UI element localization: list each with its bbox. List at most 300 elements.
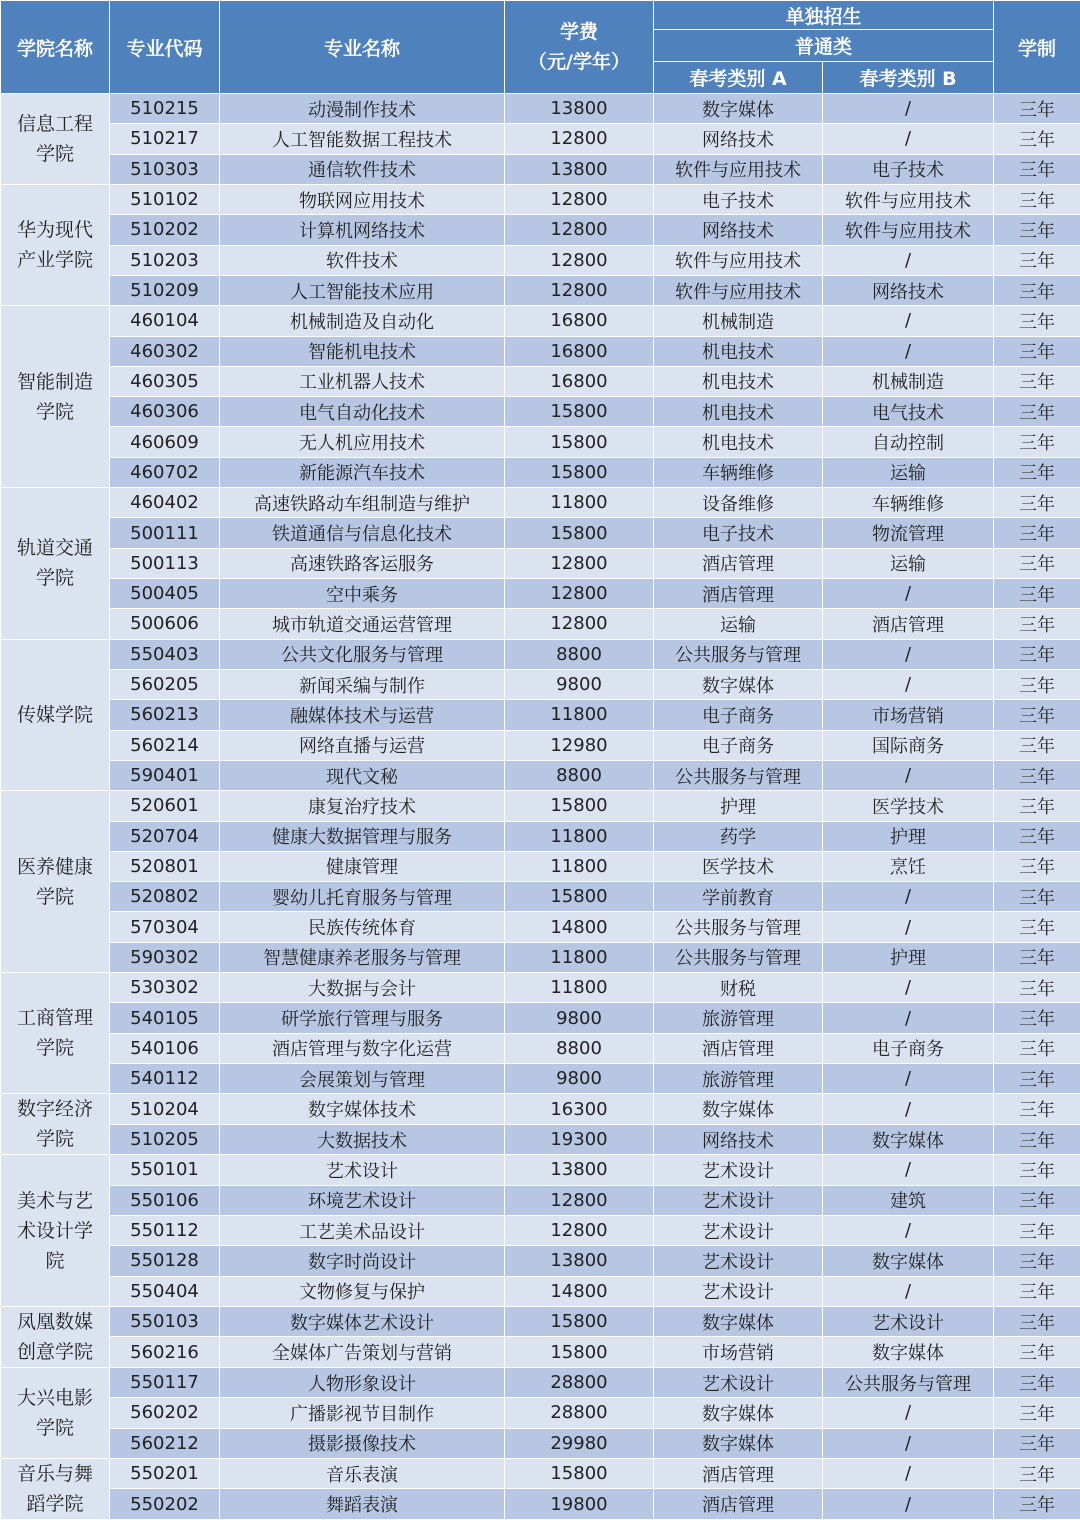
- fee-cell: 19800: [505, 1489, 654, 1520]
- duration-cell: 三年: [994, 275, 1080, 305]
- code-cell: 550128: [110, 1246, 220, 1276]
- code-cell: 560213: [110, 700, 220, 730]
- code-cell: 460302: [110, 336, 220, 366]
- table-row: [1, 94, 1080, 124]
- major-cell: 酒店管理与数字化运营: [220, 1033, 505, 1063]
- major-cell: 动漫制作技术: [220, 94, 505, 124]
- cat-a-cell: 酒店管理: [654, 579, 823, 609]
- college-name-line: 华为现代: [16, 219, 93, 242]
- college-name-line: 大兴电影: [16, 1386, 93, 1409]
- college-name-cell: [1, 1155, 110, 1307]
- code-cell: 510205: [110, 1124, 220, 1155]
- cat-a-cell: 机电技术: [654, 366, 823, 396]
- table-row: [1, 1094, 1080, 1125]
- college-name-line: 信息工程: [16, 112, 93, 135]
- header-fee-line1: 学费: [559, 21, 598, 43]
- major-cell: 新闻采编与制作: [220, 669, 505, 699]
- cat-a-cell: 护理: [654, 791, 823, 821]
- major-cell: 公共文化服务与管理: [220, 639, 505, 669]
- cat-a-cell: 车辆维修: [654, 457, 823, 487]
- major-cell: 软件技术: [220, 245, 505, 275]
- duration-cell: 三年: [994, 1064, 1080, 1094]
- header-cat-b: 春考类别 B: [823, 62, 994, 94]
- major-cell: 物联网应用技术: [220, 184, 505, 214]
- college-name-line: 智能制造: [16, 370, 93, 393]
- code-cell: 550112: [110, 1215, 220, 1245]
- cat-b-cell: 自动控制: [823, 427, 994, 457]
- duration-cell: 三年: [994, 1428, 1080, 1458]
- table-row: [1, 427, 1080, 457]
- fee-cell: 9800: [505, 669, 654, 699]
- duration-cell: 三年: [994, 760, 1080, 790]
- cat-b-cell: /: [823, 973, 994, 1003]
- major-cell: 空中乘务: [220, 579, 505, 609]
- major-cell: 城市轨道交通运营管理: [220, 609, 505, 639]
- major-cell: 数字媒体艺术设计: [220, 1306, 505, 1337]
- college-name-line: 凤凰数媒: [16, 1310, 93, 1333]
- fee-cell: 11800: [505, 821, 654, 851]
- major-cell: 全媒体广告策划与营销: [220, 1337, 505, 1368]
- header-fee-line2: （元/学年）: [528, 51, 630, 73]
- fee-cell: 16300: [505, 1094, 654, 1125]
- duration-cell: 三年: [994, 791, 1080, 821]
- cat-a-cell: 软件与应用技术: [654, 154, 823, 184]
- table-row: [1, 1428, 1080, 1458]
- cat-a-cell: 艺术设计: [654, 1185, 823, 1215]
- table-row: [1, 791, 1080, 821]
- cat-a-cell: 艺术设计: [654, 1246, 823, 1276]
- college-name-line: 传媒学院: [16, 703, 93, 726]
- code-cell: 520704: [110, 821, 220, 851]
- table-row: [1, 851, 1080, 881]
- cat-b-cell: /: [823, 1094, 994, 1125]
- code-cell: 590401: [110, 760, 220, 790]
- cat-b-cell: 物流管理: [823, 518, 994, 548]
- cat-a-cell: 数字媒体: [654, 669, 823, 699]
- table-row: [1, 1489, 1080, 1520]
- code-cell: 510204: [110, 1094, 220, 1125]
- cat-a-cell: 艺术设计: [654, 1367, 823, 1397]
- college-name-line: 医养健康: [16, 855, 93, 878]
- cat-b-cell: 软件与应用技术: [823, 215, 994, 245]
- table-body: [1, 94, 1080, 1520]
- code-cell: 530302: [110, 973, 220, 1003]
- table-row: [1, 821, 1080, 851]
- duration-cell: 三年: [994, 1398, 1080, 1428]
- cat-b-cell: 酒店管理: [823, 609, 994, 639]
- duration-cell: 三年: [994, 397, 1080, 427]
- college-name-line: 学院: [35, 567, 74, 590]
- header-major: 专业名称: [220, 1, 505, 94]
- table-row: [1, 1337, 1080, 1368]
- code-cell: 520801: [110, 851, 220, 881]
- duration-cell: 三年: [994, 427, 1080, 457]
- cat-b-cell: 电气技术: [823, 397, 994, 427]
- cat-a-cell: 电子商务: [654, 730, 823, 760]
- cat-a-cell: 公共服务与管理: [654, 942, 823, 972]
- major-cell: 音乐表演: [220, 1458, 505, 1489]
- fee-cell: 16800: [505, 366, 654, 396]
- cat-b-cell: /: [823, 124, 994, 154]
- duration-cell: 三年: [994, 548, 1080, 578]
- cat-b-cell: /: [823, 1458, 994, 1489]
- fee-cell: 16800: [505, 306, 654, 336]
- college-name-line: 美术与艺: [16, 1189, 93, 1212]
- cat-a-cell: 艺术设计: [654, 1276, 823, 1306]
- cat-b-cell: /: [823, 245, 994, 275]
- cat-a-cell: 旅游管理: [654, 1003, 823, 1033]
- cat-a-cell: 旅游管理: [654, 1064, 823, 1094]
- cat-b-cell: /: [823, 639, 994, 669]
- duration-cell: 三年: [994, 639, 1080, 669]
- duration-cell: 三年: [994, 1458, 1080, 1489]
- major-cell: 无人机应用技术: [220, 427, 505, 457]
- fee-cell: 19300: [505, 1124, 654, 1155]
- table-row: [1, 366, 1080, 396]
- code-cell: 560202: [110, 1398, 220, 1428]
- cat-b-cell: 车辆维修: [823, 488, 994, 518]
- code-cell: 460702: [110, 457, 220, 487]
- table-row: [1, 1367, 1080, 1397]
- major-cell: 融媒体技术与运营: [220, 700, 505, 730]
- duration-cell: 三年: [994, 973, 1080, 1003]
- code-cell: 550403: [110, 639, 220, 669]
- code-cell: 550117: [110, 1367, 220, 1397]
- header-fee: [505, 1, 654, 94]
- table-row: [1, 306, 1080, 336]
- cat-b-cell: /: [823, 1428, 994, 1458]
- cat-a-cell: 艺术设计: [654, 1215, 823, 1245]
- duration-cell: 三年: [994, 1246, 1080, 1276]
- table-row: [1, 397, 1080, 427]
- fee-cell: 15800: [505, 1337, 654, 1368]
- table-row: [1, 1155, 1080, 1185]
- cat-a-cell: 运输: [654, 609, 823, 639]
- code-cell: 570304: [110, 912, 220, 942]
- major-cell: 新能源汽车技术: [220, 457, 505, 487]
- code-cell: 540105: [110, 1003, 220, 1033]
- cat-b-cell: 机械制造: [823, 366, 994, 396]
- duration-cell: 三年: [994, 730, 1080, 760]
- fee-cell: 13800: [505, 1246, 654, 1276]
- code-cell: 500405: [110, 579, 220, 609]
- cat-a-cell: 机电技术: [654, 397, 823, 427]
- duration-cell: 三年: [994, 579, 1080, 609]
- cat-b-cell: 运输: [823, 548, 994, 578]
- duration-cell: 三年: [994, 669, 1080, 699]
- table-row: [1, 1398, 1080, 1428]
- fee-cell: 29980: [505, 1428, 654, 1458]
- cat-a-cell: 数字媒体: [654, 1398, 823, 1428]
- fee-cell: 14800: [505, 1276, 654, 1306]
- table-row: [1, 1064, 1080, 1094]
- college-name-line: 学院: [35, 1416, 74, 1439]
- cat-b-cell: /: [823, 336, 994, 366]
- code-cell: 560216: [110, 1337, 220, 1368]
- code-cell: 510202: [110, 215, 220, 245]
- table-row: [1, 1003, 1080, 1033]
- cat-b-cell: /: [823, 882, 994, 912]
- code-cell: 560205: [110, 669, 220, 699]
- cat-a-cell: 机电技术: [654, 427, 823, 457]
- fee-cell: 14800: [505, 912, 654, 942]
- cat-a-cell: 公共服务与管理: [654, 912, 823, 942]
- cat-b-cell: /: [823, 94, 994, 124]
- college-name-cell: [1, 791, 110, 973]
- fee-cell: 8800: [505, 639, 654, 669]
- fee-cell: 16800: [505, 336, 654, 366]
- fee-cell: 12800: [505, 184, 654, 214]
- duration-cell: 三年: [994, 1215, 1080, 1245]
- major-cell: 民族传统体育: [220, 912, 505, 942]
- table-row: [1, 124, 1080, 154]
- table-row: [1, 700, 1080, 730]
- fee-cell: 8800: [505, 1033, 654, 1063]
- college-name-line: 术设计学: [16, 1219, 93, 1242]
- major-cell: 艺术设计: [220, 1155, 505, 1185]
- major-cell: 会展策划与管理: [220, 1064, 505, 1094]
- cat-a-cell: 酒店管理: [654, 1458, 823, 1489]
- college-name-line: 音乐与舞: [16, 1462, 93, 1485]
- cat-b-cell: 软件与应用技术: [823, 184, 994, 214]
- major-cell: 智能机电技术: [220, 336, 505, 366]
- duration-cell: 三年: [994, 1306, 1080, 1337]
- code-cell: 460104: [110, 306, 220, 336]
- duration-cell: 三年: [994, 1094, 1080, 1125]
- header-group-mid: 普通类: [654, 30, 994, 62]
- cat-b-cell: /: [823, 1155, 994, 1185]
- table-row: [1, 882, 1080, 912]
- code-cell: 550202: [110, 1489, 220, 1520]
- code-cell: 500111: [110, 518, 220, 548]
- major-cell: 计算机网络技术: [220, 215, 505, 245]
- duration-cell: 三年: [994, 1185, 1080, 1215]
- code-cell: 520601: [110, 791, 220, 821]
- fee-cell: 15800: [505, 518, 654, 548]
- table-row: [1, 245, 1080, 275]
- fee-cell: 12800: [505, 609, 654, 639]
- major-cell: 电气自动化技术: [220, 397, 505, 427]
- cat-b-cell: 运输: [823, 457, 994, 487]
- cat-b-cell: 艺术设计: [823, 1306, 994, 1337]
- table-row: [1, 730, 1080, 760]
- header-group-top: 单独招生: [654, 1, 994, 30]
- cat-b-cell: 护理: [823, 942, 994, 972]
- table-row: [1, 215, 1080, 245]
- major-cell: 文物修复与保护: [220, 1276, 505, 1306]
- college-name-cell: [1, 306, 110, 488]
- cat-a-cell: 数字媒体: [654, 1094, 823, 1125]
- table-row: [1, 1185, 1080, 1215]
- major-cell: 数字时尚设计: [220, 1246, 505, 1276]
- fee-cell: 11800: [505, 488, 654, 518]
- code-cell: 540112: [110, 1064, 220, 1094]
- code-cell: 560214: [110, 730, 220, 760]
- cat-a-cell: 医学技术: [654, 851, 823, 881]
- fee-cell: 11800: [505, 700, 654, 730]
- duration-cell: 三年: [994, 1276, 1080, 1306]
- fee-cell: 11800: [505, 942, 654, 972]
- fee-cell: 8800: [505, 760, 654, 790]
- cat-a-cell: 电子技术: [654, 184, 823, 214]
- cat-a-cell: 软件与应用技术: [654, 275, 823, 305]
- table-row: [1, 1458, 1080, 1489]
- cat-b-cell: 国际商务: [823, 730, 994, 760]
- cat-b-cell: 建筑: [823, 1185, 994, 1215]
- fee-cell: 12800: [505, 548, 654, 578]
- code-cell: 550106: [110, 1185, 220, 1215]
- code-cell: 560212: [110, 1428, 220, 1458]
- fee-cell: 15800: [505, 882, 654, 912]
- table-row: [1, 973, 1080, 1003]
- major-cell: 高速铁路动车组制造与维护: [220, 488, 505, 518]
- code-cell: 550201: [110, 1458, 220, 1489]
- table-row: [1, 1215, 1080, 1245]
- duration-cell: 三年: [994, 124, 1080, 154]
- major-cell: 环境艺术设计: [220, 1185, 505, 1215]
- cat-b-cell: /: [823, 912, 994, 942]
- cat-a-cell: 电子商务: [654, 700, 823, 730]
- cat-b-cell: /: [823, 669, 994, 699]
- college-name-line: 学院: [35, 400, 74, 423]
- duration-cell: 三年: [994, 518, 1080, 548]
- cat-b-cell: 数字媒体: [823, 1337, 994, 1368]
- college-name-line: 产业学院: [16, 249, 93, 272]
- cat-b-cell: /: [823, 579, 994, 609]
- cat-a-cell: 数字媒体: [654, 1306, 823, 1337]
- cat-a-cell: 网络技术: [654, 1124, 823, 1155]
- table-row: [1, 609, 1080, 639]
- cat-b-cell: /: [823, 1003, 994, 1033]
- college-name-line: 工商管理: [16, 1007, 93, 1030]
- fee-cell: 12800: [505, 124, 654, 154]
- duration-cell: 三年: [994, 1124, 1080, 1155]
- duration-cell: 三年: [994, 488, 1080, 518]
- table-row: [1, 154, 1080, 184]
- code-cell: 460306: [110, 397, 220, 427]
- major-cell: 摄影摄像技术: [220, 1428, 505, 1458]
- major-cell: 舞蹈表演: [220, 1489, 505, 1520]
- cat-b-cell: /: [823, 1064, 994, 1094]
- college-name-cell: [1, 488, 110, 640]
- major-cell: 人工智能数据工程技术: [220, 124, 505, 154]
- cat-b-cell: /: [823, 1489, 994, 1520]
- cat-a-cell: 数字媒体: [654, 1428, 823, 1458]
- table-row: [1, 942, 1080, 972]
- code-cell: 510217: [110, 124, 220, 154]
- fee-cell: 12800: [505, 579, 654, 609]
- cat-a-cell: 网络技术: [654, 124, 823, 154]
- cat-b-cell: /: [823, 306, 994, 336]
- table-row: [1, 579, 1080, 609]
- table-row: [1, 457, 1080, 487]
- college-name-cell: [1, 184, 110, 305]
- cat-b-cell: /: [823, 1398, 994, 1428]
- table-header: [1, 1, 1080, 94]
- fee-cell: 12800: [505, 215, 654, 245]
- duration-cell: 三年: [994, 245, 1080, 275]
- major-cell: 大数据与会计: [220, 973, 505, 1003]
- major-cell: 研学旅行管理与服务: [220, 1003, 505, 1033]
- table-row: [1, 1033, 1080, 1063]
- cat-b-cell: 公共服务与管理: [823, 1367, 994, 1397]
- duration-cell: 三年: [994, 1003, 1080, 1033]
- major-cell: 婴幼儿托育服务与管理: [220, 882, 505, 912]
- major-cell: 健康管理: [220, 851, 505, 881]
- major-cell: 机械制造及自动化: [220, 306, 505, 336]
- cat-a-cell: 药学: [654, 821, 823, 851]
- duration-cell: 三年: [994, 1155, 1080, 1185]
- table-row: [1, 488, 1080, 518]
- cat-a-cell: 公共服务与管理: [654, 760, 823, 790]
- cat-a-cell: 酒店管理: [654, 1033, 823, 1063]
- duration-cell: 三年: [994, 336, 1080, 366]
- college-name-line: 轨道交通: [16, 537, 93, 560]
- duration-cell: 三年: [994, 184, 1080, 214]
- fee-cell: 12800: [505, 1185, 654, 1215]
- fee-cell: 15800: [505, 1306, 654, 1337]
- cat-a-cell: 酒店管理: [654, 1489, 823, 1520]
- code-cell: 510209: [110, 275, 220, 305]
- duration-cell: 三年: [994, 215, 1080, 245]
- fee-cell: 12980: [505, 730, 654, 760]
- major-cell: 高速铁路客运服务: [220, 548, 505, 578]
- table-row: [1, 518, 1080, 548]
- college-name-line: 蹈学院: [26, 1492, 84, 1515]
- table-row: [1, 1306, 1080, 1337]
- major-cell: 大数据技术: [220, 1124, 505, 1155]
- fee-cell: 15800: [505, 427, 654, 457]
- major-cell: 康复治疗技术: [220, 791, 505, 821]
- table-row: [1, 336, 1080, 366]
- fee-cell: 28800: [505, 1398, 654, 1428]
- cat-a-cell: 电子技术: [654, 518, 823, 548]
- header-cat-a: 春考类别 A: [654, 62, 823, 94]
- college-name-cell: [1, 1306, 110, 1367]
- cat-a-cell: 酒店管理: [654, 548, 823, 578]
- table-row: [1, 912, 1080, 942]
- major-cell: 铁道通信与信息化技术: [220, 518, 505, 548]
- header-code: 专业代码: [110, 1, 220, 94]
- fee-cell: 15800: [505, 397, 654, 427]
- major-cell: 通信软件技术: [220, 154, 505, 184]
- fee-cell: 9800: [505, 1003, 654, 1033]
- fee-cell: 11800: [505, 851, 654, 881]
- code-cell: 510303: [110, 154, 220, 184]
- duration-cell: 三年: [994, 94, 1080, 124]
- duration-cell: 三年: [994, 912, 1080, 942]
- cat-a-cell: 市场营销: [654, 1337, 823, 1368]
- code-cell: 590302: [110, 942, 220, 972]
- fee-cell: 9800: [505, 1064, 654, 1094]
- college-name-cell: [1, 1094, 110, 1155]
- table-row: [1, 1124, 1080, 1155]
- college-name-cell: [1, 94, 110, 185]
- cat-b-cell: 网络技术: [823, 275, 994, 305]
- duration-cell: 三年: [994, 821, 1080, 851]
- major-cell: 智慧健康养老服务与管理: [220, 942, 505, 972]
- college-name-cell: [1, 639, 110, 791]
- fee-cell: 13800: [505, 1155, 654, 1185]
- fee-cell: 12800: [505, 245, 654, 275]
- duration-cell: 三年: [994, 1337, 1080, 1368]
- fee-cell: 28800: [505, 1367, 654, 1397]
- cat-b-cell: 电子技术: [823, 154, 994, 184]
- cat-b-cell: 数字媒体: [823, 1124, 994, 1155]
- duration-cell: 三年: [994, 1367, 1080, 1397]
- code-cell: 520802: [110, 882, 220, 912]
- fee-cell: 15800: [505, 457, 654, 487]
